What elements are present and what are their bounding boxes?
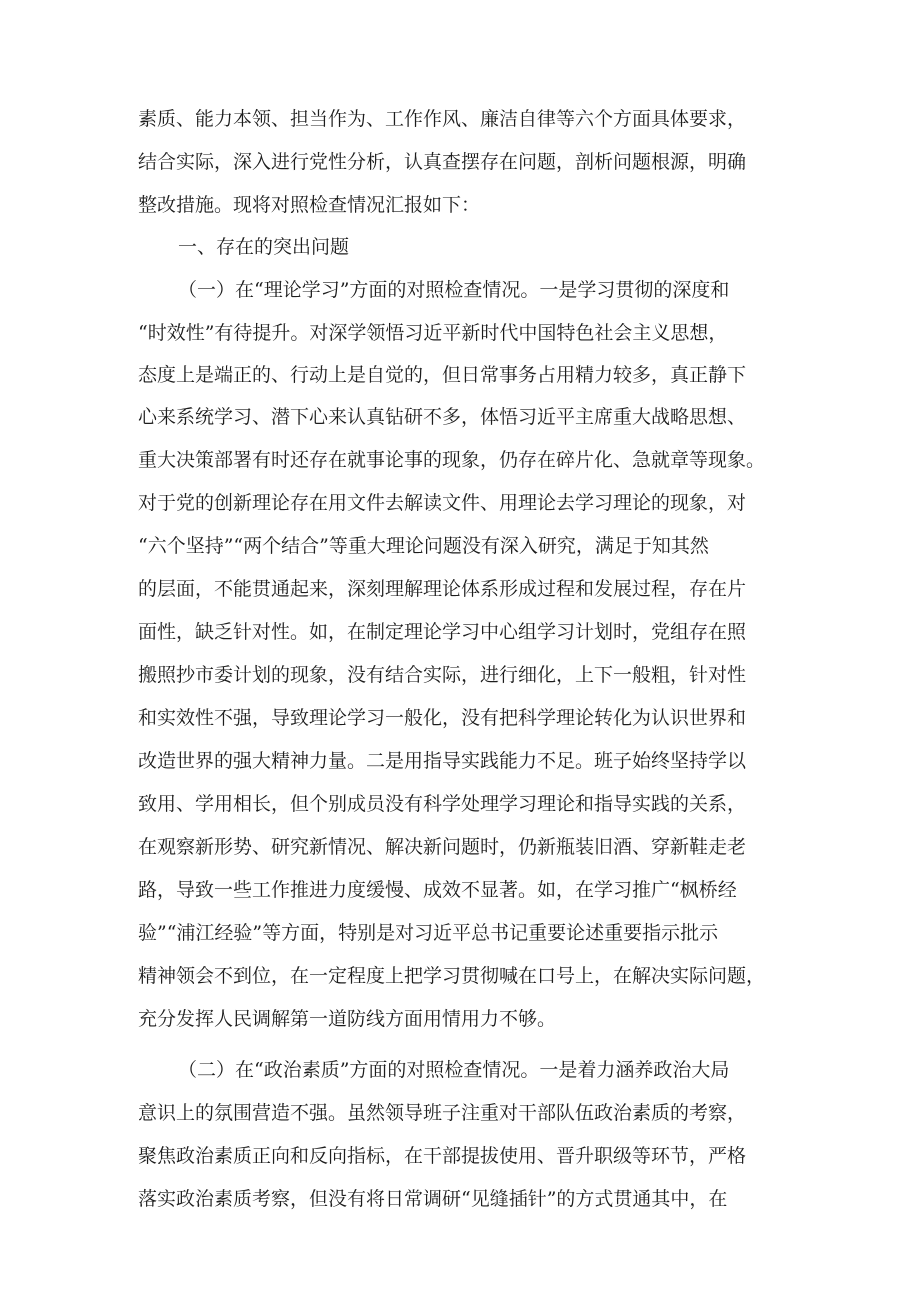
text-line: 态度上是端正的、行动上是自觉的，但日常事务占用精力较多，真正静下 (138, 364, 747, 386)
text-line: 和实效性不强，导致理论学习一般化，没有把科学理论转化为认识世界和 (138, 707, 747, 729)
text-line: 意识上的氛围营造不强。虽然领导班子注重对干部队伍政治素质的考察， (138, 1102, 747, 1124)
text-line: 精神领会不到位，在一定程度上把学习贯彻喊在口号上，在解决实际问题， (138, 965, 766, 987)
text-line: 对于党的创新理论存在用文件去解读文件、用理论去学习理论的现象，对 (138, 492, 747, 514)
text-line: “时效性”有待提升。对深学领悟习近平新时代中国特色社会主义思想， (138, 322, 728, 344)
text-line: 聚焦政治素质正向和反向指标，在干部提拔使用、晋升职级等环节，严格 (138, 1145, 747, 1167)
text-line: 在观察新形势、研究新情况、解决新问题时，仍新瓶装旧酒、穿新鞋走老 (138, 836, 747, 858)
text-line: 验”“浦江经验”等方面，特别是对习近平总书记重要论述重要指示批示 (138, 922, 719, 944)
text-line: 结合实际，深入进行党性分析，认真查摆存在问题，剖析问题根源，明确 (138, 151, 747, 173)
text-line: 落实政治素质考察，但没有将日常调研“见缝插针”的方式贯通其中，在 (138, 1188, 728, 1210)
text-line: 搬照抄市委计划的现象，没有结合实际，进行细化，上下一般粗，针对性 (138, 664, 747, 686)
section-heading: 一、存在的突出问题 (178, 236, 350, 258)
text-line: 面性，缺乏针对性。如，在制定理论学习中心组学习计划时，党组存在照 (138, 621, 747, 643)
text-line: 心来系统学习、潜下心来认真钻研不多，体悟习近平主席重大战略思想、 (138, 406, 747, 428)
text-line: （二）在“政治素质”方面的对照检查情况。一是着力涵养政治大局 (178, 1059, 730, 1081)
text-line: 素质、能力本领、担当作为、工作作风、廉洁自律等六个方面具体要求， (138, 108, 747, 130)
text-line: 整改措施。现将对照检查情况汇报如下： (138, 194, 481, 216)
text-line: 的层面，不能贯通起来，深刻理解理论体系形成过程和发展过程，存在片 (138, 578, 747, 600)
text-line: “六个坚持”“两个结合”等重大理论问题没有深入研究，满足于知其然 (138, 535, 709, 557)
text-line: 改造世界的强大精神力量。二是用指导实践能力不足。班子始终坚持学以 (138, 750, 747, 772)
text-line: 致用、学用相长，但个别成员没有科学处理学习理论和指导实践的关系， (138, 793, 747, 815)
text-line: 路，导致一些工作推进力度缓慢、成效不显著。如，在学习推广“枫桥经 (138, 879, 737, 901)
text-line: （一）在“理论学习”方面的对照检查情况。一是学习贯彻的深度和 (178, 279, 730, 301)
text-line: 重大决策部署有时还存在就事论事的现象，仍存在碎片化、急就章等现象。 (138, 449, 766, 471)
text-line: 充分发挥人民调解第一道防线方面用情用力不够。 (138, 1008, 557, 1030)
